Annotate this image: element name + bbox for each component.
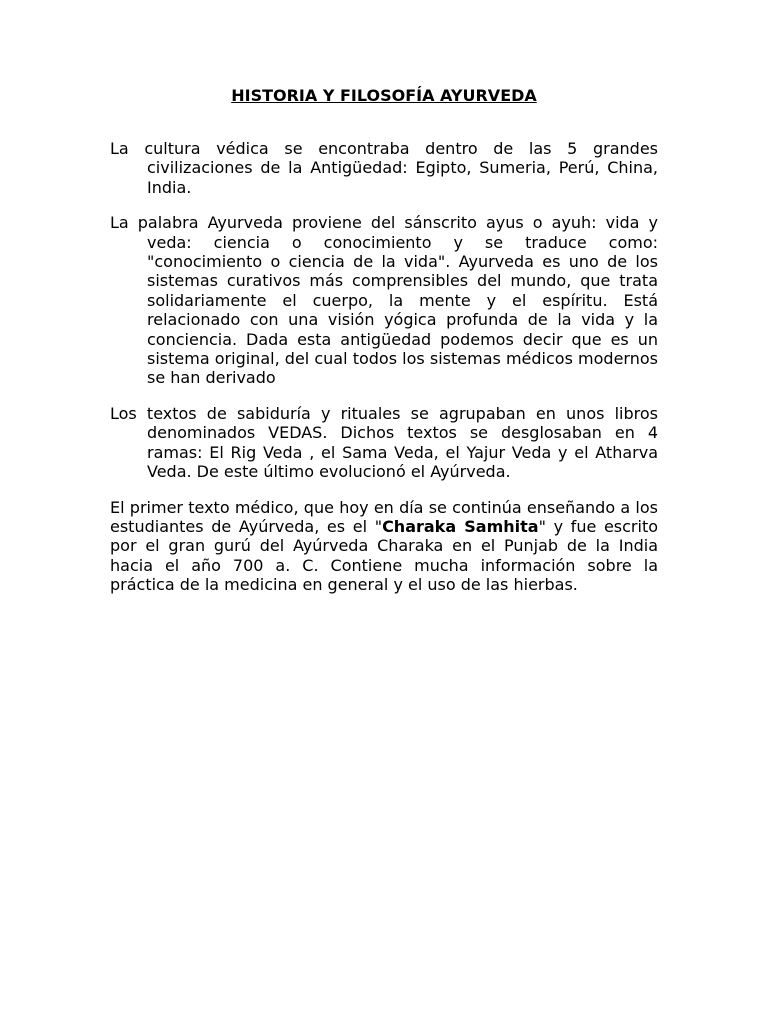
paragraph-ayurveda-meaning: La palabra Ayurveda proviene del sánscrito ayus o ayuh: vida y veda: ciencia o conocimiento y se traduce como: "conocimiento o ciencia de la vida". Ayurveda es uno de los sistemas curativos más comprensibles del mundo, que trata solidariamente el cuerpo, la mente y el espíritu. Está relacionado con una visión yógica profunda de la vida y la conciencia. Dada esta antigüedad podemos decir que es un sistema original, del cual todos los sistemas médicos modernos se han derivado [110, 213, 658, 388]
paragraph-vedic-culture: La cultura védica se encontraba dentro de las 5 grandes civilizaciones de la Antigüedad: Egipto, Sumeria, Perú, China, India. [110, 139, 658, 197]
paragraph-charaka-text-before: El primer texto médico, que hoy en día se continúa enseñando a los estudiantes de Ayúrveda, es el " [110, 497, 658, 536]
document-title: HISTORIA Y FILOSOFÍA AYURVEDA [231, 86, 537, 105]
paragraph-charaka-text-after: " y fue escrito por el gran gurú del Ayúrveda Charaka en el Punjab de la India hacia el año 700 a. C. Contiene mucha información sobre la práctica de la medicina en general y el uso de las hierbas. [110, 516, 659, 595]
paragraph-charaka-samhita [110, 498, 658, 595]
document-page [110, 86, 658, 611]
paragraph-vedas: Los textos de sabiduría y rituales se agrupaban en unos libros denominados VEDAS. Dichos textos se desglosaban en 4 ramas: El Rig Veda , el Sama Veda, el Yajur Veda y el Atharva Veda. De este último evolucionó el Ayúrveda. [110, 403, 658, 482]
charaka-samhita-bold: Charaka Samhita [382, 516, 539, 536]
